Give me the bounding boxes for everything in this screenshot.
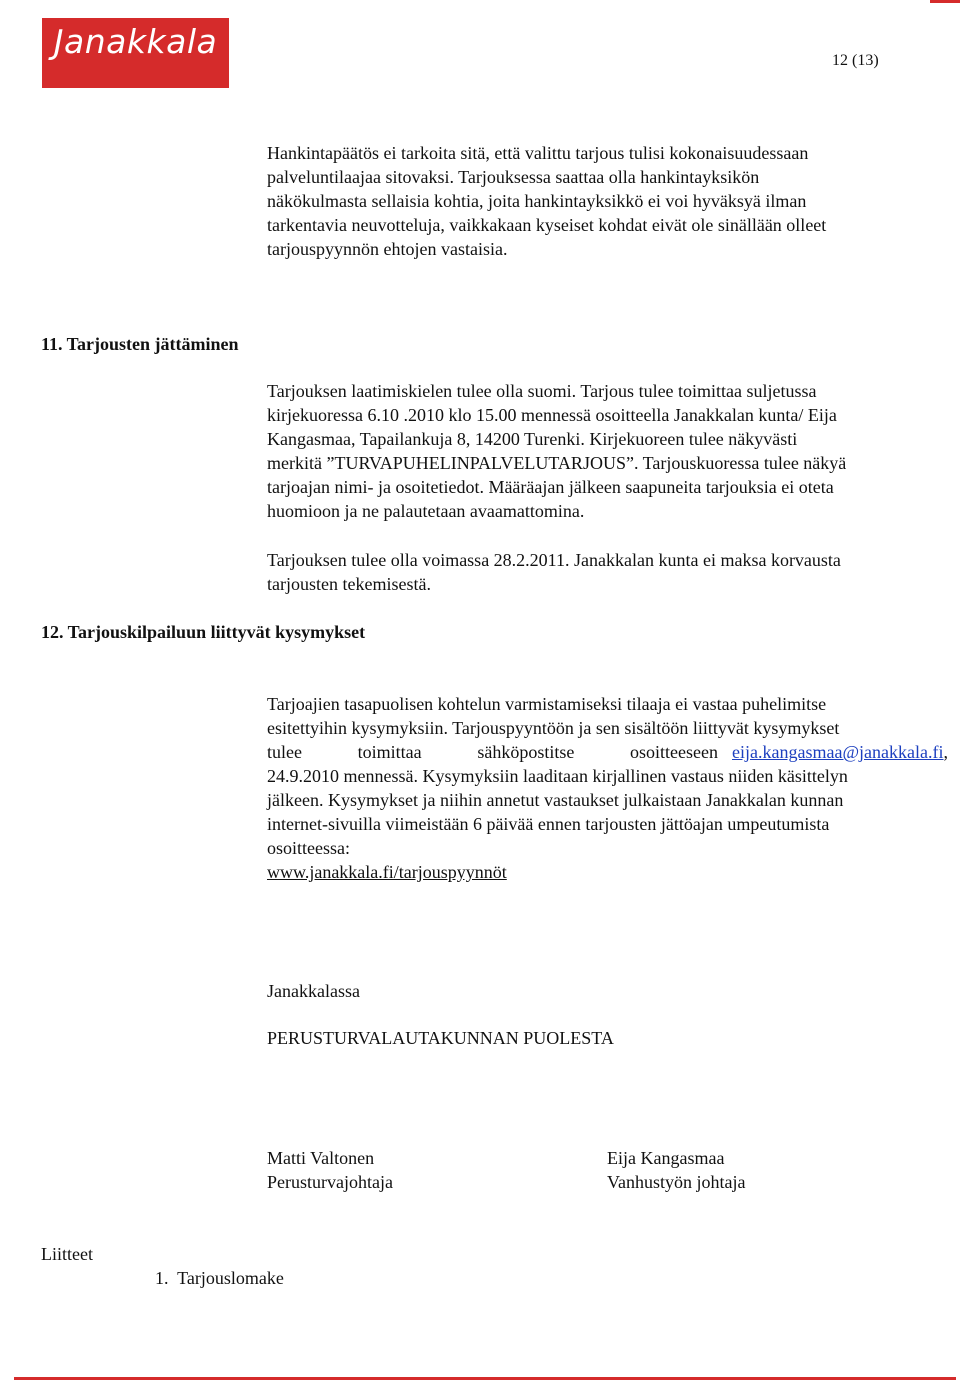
logo-text: Janakkala <box>53 22 218 61</box>
comma: , <box>943 742 948 762</box>
intro-line: palveluntilaajaa sitovaksi. Tarjouksessa saattaa olla hankintayksikön <box>267 167 760 187</box>
closing-place: Janakkalassa <box>267 981 360 1001</box>
section-11-paragraph-1 <box>267 379 947 523</box>
section-12-heading: 12. Tarjouskilpailuun liittyvät kysymykset <box>41 622 366 642</box>
s11-line: tarjoajan nimi- ja osoitetiedot. Määräajan jälkeen saapuneita tarjouksia ei oteta <box>267 477 834 497</box>
s12-line: osoitteessa: <box>267 838 350 858</box>
s12-line: 24.9.2010 mennessä. Kysymyksiin laaditaan kirjallinen vastaus niiden käsittelyn <box>267 766 848 786</box>
s12-line: tulee toimittaa sähköpostitse osoitteeseen <box>267 742 719 762</box>
s12-email-line <box>267 740 948 764</box>
s12-line: Tarjoajien tasapuolisen kohtelun varmistamiseksi tilaaja ei vastaa puhelimitse <box>267 694 827 714</box>
signature-title: Vanhustyön johtaja <box>607 1172 746 1192</box>
section-11-paragraph-2 <box>267 548 947 596</box>
signature-title: Perusturvajohtaja <box>267 1172 393 1192</box>
attachment-item: 1. Tarjouslomake <box>155 1268 284 1288</box>
s12-line: esitettyihin kysymyksiin. Tarjouspyyntöön ja sen sisältöön liittyvät kysymykset <box>267 718 840 738</box>
s11-line: tarjousten tekemisestä. <box>267 574 431 594</box>
s11-line: kirjekuoressa 6.10 .2010 klo 15.00 mennessä osoitteella Janakkalan kunta/ Eija <box>267 405 837 425</box>
signature-name: Matti Valtonen <box>267 1148 375 1168</box>
intro-line: Hankintapäätös ei tarkoita sitä, että valittu tarjous tulisi kokonaisuudessaan <box>267 143 809 163</box>
s11-line: Tarjouksen laatimiskielen tulee olla suomi. Tarjous tulee toimittaa suljetussa <box>267 381 817 401</box>
s12-line: jälkeen. Kysymykset ja niihin annetut vastaukset julkaistaan Janakkalan kunnan <box>267 790 844 810</box>
s11-line: huomioon ja ne palautetaan avaamattomina. <box>267 501 585 521</box>
janakkala-logo <box>42 18 229 88</box>
s11-line: merkitä ”TURVAPUHELINPALVELUTARJOUS”. Tarjouskuoressa tulee näkyä <box>267 453 847 473</box>
intro-paragraph <box>267 141 927 261</box>
closing-org: PERUSTURVALAUTAKUNNAN PUOLESTA <box>267 1028 614 1048</box>
section-11-heading: 11. Tarjousten jättäminen <box>41 334 239 354</box>
s11-line: Tarjouksen tulee olla voimassa 28.2.2011. Janakkalan kunta ei maksa korvausta <box>267 550 841 570</box>
email-link[interactable]: eija.kangasmaa@janakkala.fi <box>732 742 944 762</box>
intro-line: näkökulmasta sellaisia kohtia, joita hankintayksikkö ei voi hyväksyä ilman <box>267 191 807 211</box>
signature-block-1 <box>267 1146 393 1194</box>
intro-line: tarjouspyynnön ehtojen vastaisia. <box>267 239 508 259</box>
s12-line: internet-sivuilla viimeistään 6 päivää ennen tarjousten jättöajan umpeutumista <box>267 814 830 834</box>
top-red-rule <box>930 0 960 3</box>
s11-line: Kangasmaa, Tapailankuja 8, 14200 Turenki. Kirjekuoreen tulee näkyvästi <box>267 429 798 449</box>
section-12-paragraph <box>267 692 948 884</box>
bottom-red-rule <box>14 1377 956 1380</box>
page-number: 12 (13) <box>832 52 879 69</box>
intro-line: tarkentavia neuvotteluja, vaikkakaan kyseiset kohdat eivät ole sinällään olleet <box>267 215 827 235</box>
signature-name: Eija Kangasmaa <box>607 1148 725 1168</box>
signature-block-2 <box>607 1146 745 1194</box>
attachments-label: Liitteet <box>41 1244 93 1264</box>
tarjouspyynnot-url-link[interactable]: www.janakkala.fi/tarjouspyynnöt <box>267 862 507 882</box>
